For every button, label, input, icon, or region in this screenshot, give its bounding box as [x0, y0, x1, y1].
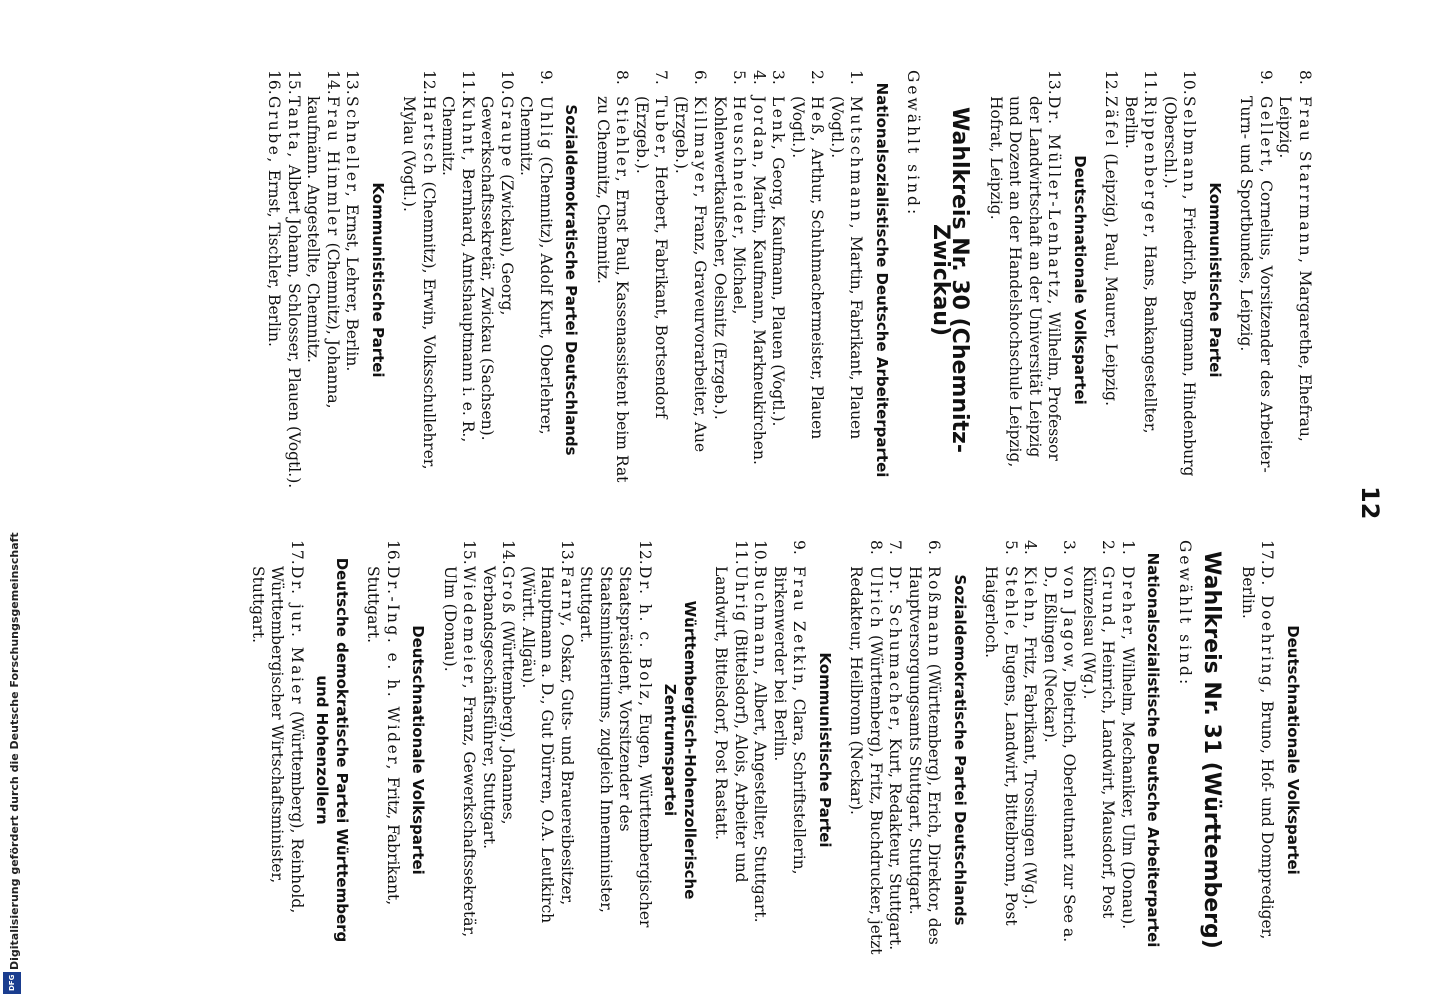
- entry-name: Dr. Müller-Lenhartz,: [1045, 96, 1064, 307]
- entry-number: 3.: [769, 70, 788, 85]
- list-item: [284, 70, 304, 490]
- entry-text: (Zwickau), Georg, Gewerkschaftssekretär, Zwickau (Sachsen).: [478, 96, 516, 441]
- left-kpd2-entries: [264, 70, 362, 490]
- entry-name: Rippenberger,: [1141, 96, 1160, 241]
- entry-name: Hartsch: [420, 96, 438, 177]
- list-item: [827, 70, 866, 490]
- entry-number: 5.: [1002, 540, 1020, 555]
- entry-name: Lenk,: [769, 96, 788, 153]
- entry-number: 17.: [288, 540, 306, 565]
- entry-name: Stiehler,: [613, 96, 632, 185]
- entry-number: 1.: [1119, 540, 1137, 555]
- entry-name: Heuschneider,: [730, 96, 749, 242]
- entry-name: Buchmann,: [751, 566, 770, 678]
- list-item: [632, 70, 671, 490]
- entry-text: Albert Johann, Schlosser, Plauen (Vogtl.).: [285, 164, 303, 489]
- entry-number: 3.: [1060, 540, 1079, 555]
- entry-name: Dreher,: [1119, 566, 1137, 643]
- right-dnvp-entries: [363, 540, 402, 960]
- dfg-logo-icon: DFG: [3, 972, 21, 994]
- entry-name: Dr.-Ing. e. h. Wider,: [384, 566, 402, 772]
- list-item: [303, 70, 342, 490]
- entry-text: Martin, Fabrikant, Plauen (Vogtl.).: [828, 96, 866, 440]
- entry-number: 12.: [1102, 70, 1121, 95]
- list-item: [1275, 70, 1314, 490]
- elected-label: Gewählt sind:: [904, 70, 923, 218]
- list-item: [516, 70, 555, 490]
- entry-number: 13.: [1045, 70, 1064, 95]
- entry-name: Heß,: [808, 96, 827, 144]
- party-heading: Nationalsozialistische Deutsche Arbeiterpartei: [1144, 552, 1163, 948]
- entry-number: 13.: [343, 70, 362, 95]
- list-item: [710, 70, 749, 490]
- entry-number: 11.: [1141, 70, 1160, 95]
- list-item: [986, 70, 1064, 490]
- entry-number: 12.: [636, 540, 654, 565]
- entry-name: Dr. Schumacher,: [886, 566, 905, 734]
- entry-name: Selbmann,: [1180, 96, 1199, 203]
- list-item: [768, 70, 788, 490]
- entry-text: Wilhelm, Mechaniker, Ulm (Donau).: [1119, 647, 1137, 930]
- entry-text: Albert, Angestellter, Stuttgart.: [751, 682, 770, 923]
- entry-text: Clara, Schriftstellerin, Birkenwerder bei Berlin.: [771, 566, 809, 875]
- left-nsdap-entries: [593, 70, 866, 490]
- entry-text: (Württemberg), Fritz, Buchdrucker, jetzt Redakteur, Heilbronn (Neckar).: [847, 566, 885, 955]
- party-heading: Sozialdemokratische Partei Deutschlands: [951, 574, 969, 926]
- entry-number: 6.: [691, 70, 710, 85]
- entry-number: 10.: [498, 70, 516, 95]
- entry-number: 15.: [460, 540, 479, 565]
- list-item: [576, 540, 654, 960]
- entry-number: 10.: [1180, 70, 1199, 95]
- list-item: [399, 70, 438, 490]
- entry-text: (Württemberg), Reinhold, Württembergischer Wirtschaftsminister, Stuttgart.: [249, 566, 306, 914]
- entry-name: D. Doehring,: [1258, 566, 1277, 696]
- right-nsdap-entries: [981, 540, 1137, 960]
- list-item: [248, 540, 307, 960]
- entry-text: Friedrich, Bergmann, Hindenburg (Oberschl.).: [1161, 96, 1199, 477]
- entry-text: (Württemberg), Johannes, Verbandsgeschäftsführer, Stuttgart.: [480, 566, 518, 850]
- entry-text: Kurt, Redakteur, Stuttgart.: [886, 738, 905, 951]
- left-column: [264, 70, 1314, 490]
- entry-name: Wiedemeier,: [460, 566, 479, 692]
- entry-name: Stehle,: [1002, 566, 1020, 639]
- party-heading: Kommunistische Partei: [816, 652, 834, 848]
- entry-text: Eugen, Württembergischer Staatspräsident, Vorsitzender des Staatsministeriums, zugleich Innenminister, Stuttgart.: [577, 566, 654, 928]
- party-heading: Deutschnationale Volkspartei: [1071, 155, 1089, 405]
- list-item: [363, 540, 402, 960]
- list-item: [1236, 70, 1275, 490]
- right-zentrum-entries: [440, 540, 655, 960]
- entry-name: Dr. h. c. Bolz,: [636, 566, 654, 709]
- footer-credit: Digitalisierung gefördert durch die Deutsche Forschungsgemeinschaft: [8, 532, 21, 970]
- party-heading: Kommunistische Partei: [369, 182, 387, 378]
- entry-number: 11.: [732, 540, 750, 565]
- entry-name: Mutschmann,: [847, 96, 866, 232]
- entry-number: 6.: [925, 540, 944, 555]
- entry-text: Ernst, Tischler, Berlin.: [265, 169, 284, 347]
- list-item: [885, 540, 905, 960]
- list-item: [342, 70, 362, 490]
- entry-text: Bernhard, Amtshauptmann i. e. R., Chemnitz.: [439, 96, 477, 443]
- list-item: [788, 70, 827, 490]
- entry-text: Franz, Gewerkschaftssekretär, Ulm (Donau).: [441, 566, 479, 938]
- entry-text: Fritz, Fabrikant, Stuttgart.: [364, 566, 402, 906]
- entry-text: Georg, Kaufmann, Plauen (Vogtl.).: [769, 157, 788, 427]
- list-item: [671, 70, 710, 490]
- list-item: [750, 540, 770, 960]
- entry-text: (Leipzig), Paul, Maurer, Leipzig.: [1102, 153, 1121, 406]
- entry-text: Oskar, Guts- und Brauereibesitzer, Hauptmann a. D., Gut Dürren, O.A. Leutkirch (Württ. Allgäu).: [519, 566, 576, 924]
- entry-number: 17.: [1258, 540, 1277, 565]
- entry-text: Herbert, Fabrikant, Bortsendorf (Erzgeb.).: [633, 96, 671, 419]
- entry-text: Wilhelm, Professor der Landwirtschaft an der Universität Leipzig und Dozent an der Handelshochschule Leipzig, Hofrat, Leipzig.: [987, 96, 1064, 468]
- entry-name: Groß: [499, 566, 518, 616]
- right-kpd-entries: [711, 540, 809, 960]
- entry-name: Gellert,: [1257, 96, 1275, 176]
- entry-name: Graupe: [498, 96, 516, 170]
- entry-text: Ernst, Lehrer, Berlin.: [343, 204, 362, 372]
- party-heading: Nationalsozialistische Deutsche Arbeiterpartei: [873, 82, 891, 478]
- list-item: [981, 540, 1020, 960]
- entry-name: Jordan,: [750, 96, 768, 171]
- entry-name: Frau Zetkin,: [790, 566, 809, 694]
- entry-number: 16.: [265, 70, 284, 95]
- entry-name: Zäfel: [1102, 96, 1121, 149]
- right-dnvp-top-entries: [1238, 540, 1277, 960]
- entry-name: Uhlig: [537, 96, 555, 152]
- list-item: [1079, 540, 1118, 960]
- entry-text: (Bittelsdorf), Alois, Arbeiter und Landwirt, Bittelsdorf, Post Rastatt.: [712, 566, 750, 883]
- entry-text: (Chemnitz), Johanna, kaufmänn. Angestellte, Chemnitz.: [304, 96, 342, 409]
- list-item: [1160, 70, 1199, 490]
- right-column: [248, 540, 1315, 960]
- left-spd-entries: [399, 70, 555, 490]
- entry-name: Kuhnt,: [459, 96, 477, 164]
- list-item: [477, 70, 516, 490]
- entry-name: Ulrich: [867, 566, 885, 631]
- party-heading: Deutschnationale Volkspartei: [1284, 625, 1302, 875]
- page-number: 12: [1356, 486, 1384, 520]
- entry-number: 2.: [1099, 540, 1118, 555]
- party-heading: Deutsche demokratische Partei Württemberg und Hohenzollern: [313, 557, 351, 943]
- right-spd-entries: [846, 540, 944, 960]
- list-item: [1121, 70, 1160, 490]
- entry-name: Farny,: [558, 566, 576, 629]
- party-heading: Kommunistische Partei: [1206, 182, 1224, 378]
- list-item: [438, 70, 477, 490]
- entry-text: (Chemnitz), Erwin, Volksschullehrer, Mylau (Vogtl.).: [400, 96, 438, 470]
- entry-name: Killmayer,: [691, 96, 710, 200]
- entry-text: Margarethe, Ehefrau, Leipzig.: [1276, 96, 1314, 442]
- district-title: Wahlkreis Nr. 31 (Württemberg): [1199, 551, 1225, 949]
- entry-text: Dietrich, Oberleutnant zur See a. D., Eßlingen (Neckar).: [1041, 566, 1079, 943]
- list-item: [518, 540, 577, 960]
- entry-number: 8.: [1296, 70, 1314, 85]
- list-item: [1118, 540, 1138, 960]
- list-item: [593, 70, 632, 490]
- entry-number: 7.: [652, 70, 671, 85]
- district-title: Wahlkreis Nr. 30 (Chemnitz-Zwickau): [928, 106, 973, 453]
- entry-name: Schneller,: [343, 96, 362, 200]
- entry-number: 11.: [459, 70, 477, 95]
- list-item: [711, 540, 750, 960]
- entry-text: Fritz, Fabrikant, Trossingen (Wg.).: [1021, 636, 1040, 910]
- party-heading: Sozialdemokratische Partei Deutschlands: [562, 104, 581, 456]
- entry-name: Uhrig: [732, 566, 750, 624]
- entry-number: 8.: [613, 70, 632, 85]
- entry-name: Grund,: [1099, 566, 1118, 636]
- entry-text: (Chemnitz), Adolf Kurt, Oberlehrer, Chemnitz.: [517, 96, 555, 435]
- entry-number: 9.: [790, 540, 809, 555]
- list-item: [440, 540, 479, 960]
- entry-number: 9.: [1257, 70, 1275, 85]
- entry-name: Roßmann: [925, 566, 944, 659]
- entry-name: Tanta,: [285, 96, 303, 160]
- left-dnvp-entries: [986, 70, 1064, 490]
- list-item: [264, 70, 284, 490]
- left-kpd-entries: [1101, 70, 1199, 490]
- elected-label: Gewählt sind:: [1176, 540, 1194, 688]
- entry-text: Martin, Kaufmann, Markneukirchen.: [750, 175, 768, 465]
- entry-name: Kiehn,: [1021, 566, 1040, 632]
- entry-number: 14.: [499, 540, 518, 565]
- entry-number: 2.: [808, 70, 827, 85]
- list-item: [1040, 540, 1079, 960]
- right-ddp-entries: [248, 540, 307, 960]
- entry-text: (Württemberg), Erich, Direktor, des Hauptversorgungsamts Stuttgart, Stuttgart.: [906, 566, 944, 945]
- entry-number: 1.: [847, 70, 866, 85]
- entry-number: 7.: [886, 540, 905, 555]
- entry-number: 14.: [324, 70, 342, 95]
- left-top-entries: [1236, 70, 1314, 490]
- entry-number: 8.: [867, 540, 885, 555]
- list-item: [1020, 540, 1040, 960]
- entry-text: Heinrich, Landwirt, Mausdorf, Post Künzelsau (Wg.).: [1080, 566, 1118, 919]
- list-item: [479, 540, 518, 960]
- entry-name: Dr. jur. Maier: [288, 566, 306, 706]
- list-item: [749, 70, 769, 490]
- entry-name: Frau Starrmann,: [1296, 96, 1314, 266]
- entry-text: Michael, Kohlenwertkaufseher, Oelsnitz (Erzgeb.).: [711, 96, 749, 420]
- entry-number: 12.: [420, 70, 438, 95]
- entry-number: 10.: [751, 540, 770, 565]
- entry-text: Arthur, Schuhmachermeister, Plauen (Vogtl.).: [789, 96, 827, 440]
- list-item: [1101, 70, 1121, 490]
- entry-number: 9.: [537, 70, 555, 85]
- entry-text: Hans, Bankangestellter, Berlin.: [1122, 96, 1160, 434]
- digitization-footer: [0, 0, 24, 1000]
- entry-number: 15.: [285, 70, 303, 95]
- entry-number: 4.: [1021, 540, 1040, 555]
- list-item: [1238, 540, 1277, 960]
- entry-text: Eugens, Landwirt, Bittelbronn, Post Haigerloch.: [982, 566, 1020, 926]
- entry-name: Tuber,: [652, 96, 671, 162]
- entry-text: Ernst Paul, Kassenassistent beim Rat zu Chemnitz, Chemnitz.: [594, 96, 632, 483]
- entry-text: Franz, Graveurvorarbeiter, Aue (Erzgeb.).: [672, 96, 710, 453]
- entry-number: 16.: [384, 540, 402, 565]
- list-item: [770, 540, 809, 960]
- entry-text: Cornelius, Vorsitzender des Arbeiter-Turn- und Sportbundes, Leipzig.: [1237, 96, 1275, 473]
- list-item: [846, 540, 885, 960]
- entry-number: 13.: [558, 540, 576, 565]
- list-item: [905, 540, 944, 960]
- entry-name: Frau Himmler: [324, 96, 342, 238]
- entry-name: Grube,: [265, 96, 284, 165]
- entry-number: 5.: [730, 70, 749, 85]
- party-heading: Deutschnationale Volkspartei: [409, 625, 428, 875]
- entry-text: Bruno, Hof- und Domprediger, Berlin.: [1239, 566, 1277, 940]
- entry-number: 4.: [750, 70, 768, 85]
- party-heading: Württembergisch-Hohenzollerische Zentrumspartei: [661, 600, 699, 900]
- entry-name: von Jagow,: [1060, 566, 1079, 676]
